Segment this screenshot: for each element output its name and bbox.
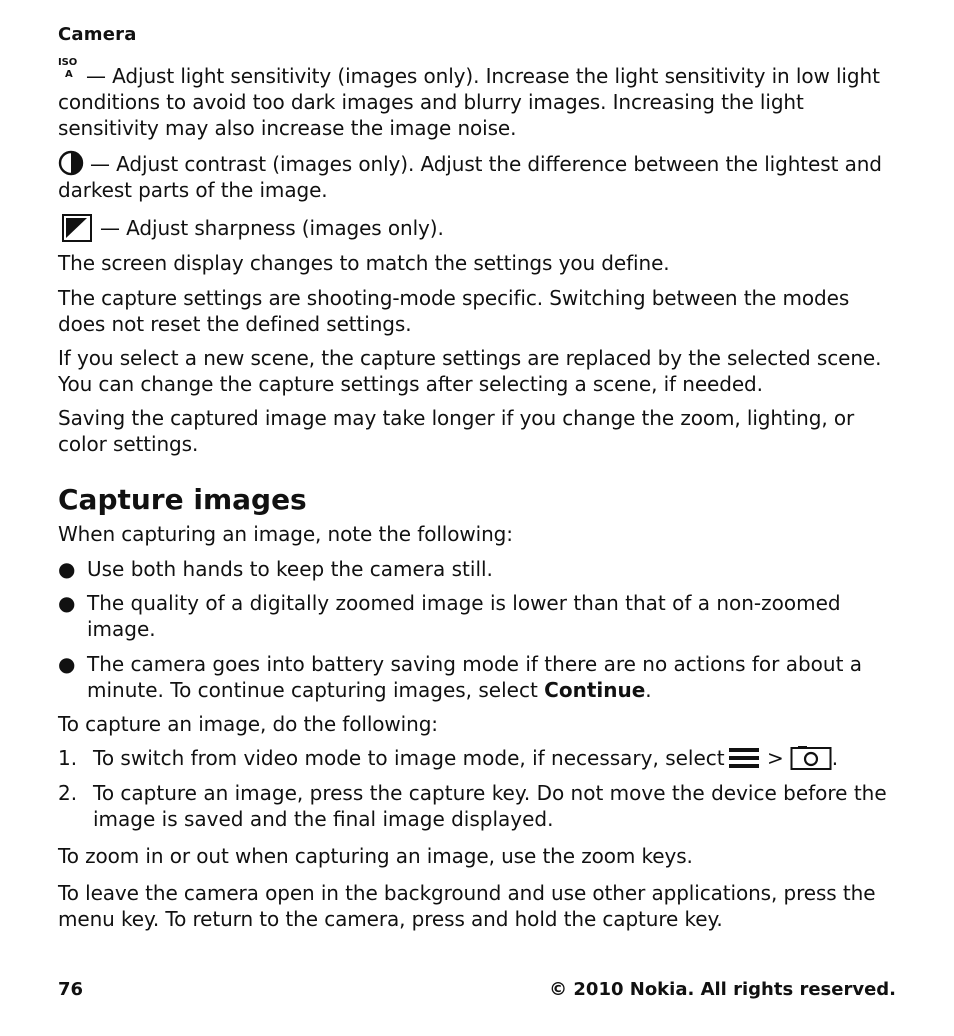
sharpness-icon <box>62 214 92 242</box>
saving-paragraph: Saving the captured image may take longer if you change the zoom, lighting, or color settings. <box>58 406 855 456</box>
bullet-icon: ● <box>58 591 76 615</box>
contrast-icon <box>58 150 84 176</box>
bullet-icon: ● <box>58 557 76 581</box>
page-header: Camera <box>58 24 137 45</box>
continue-command: Continue <box>544 678 646 702</box>
menu-icon <box>727 745 761 771</box>
capture-intro: When capturing an image, note the following: <box>58 522 513 546</box>
iso-paragraph: ISO A — Adjust light sensitivity (images only). Increase the light sensitivity in low light conditions to avoid too dark images and blurry images. Increasing the light sensitivity may also increase the image noise. <box>58 57 880 140</box>
zoom-paragraph: To zoom in or out when capturing an image, use the zoom keys. <box>58 844 693 868</box>
leave-paragraph: To leave the camera open in the background and use other applications, press the menu key. To return to the camera, press and hold the capture key. <box>58 881 876 931</box>
page-number: 76 <box>58 979 84 1000</box>
bullet-icon: ● <box>58 652 76 676</box>
copyright: © 2010 Nokia. All rights reserved. <box>549 979 896 1000</box>
steps-intro: To capture an image, do the following: <box>58 712 438 736</box>
iso-icon: ISO A <box>58 57 78 80</box>
scene-paragraph: If you select a new scene, the capture settings are replaced by the selected scene. You can change the capture settings after selecting a scene, if needed. <box>58 346 882 396</box>
contrast-paragraph: — Adjust contrast (images only). Adjust the difference between the lightest and darkest parts of the image. <box>58 152 882 202</box>
sharpness-paragraph: — Adjust sharpness (images only). <box>58 214 900 242</box>
camera-icon <box>790 745 832 771</box>
display-paragraph: The screen display changes to match the settings you define. <box>58 251 670 275</box>
section-title: Capture images <box>58 483 307 516</box>
mode-specific-paragraph: The capture settings are shooting-mode specific. Switching between the modes does not reset the defined settings. <box>58 286 850 336</box>
